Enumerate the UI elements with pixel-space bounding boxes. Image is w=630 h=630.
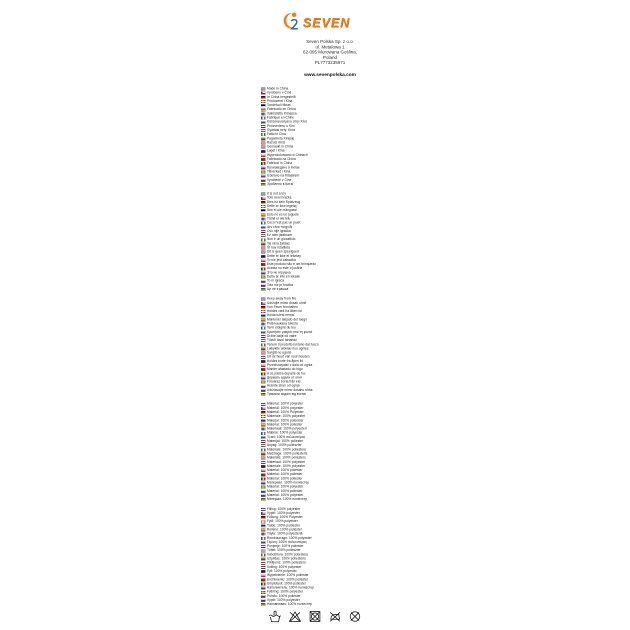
label-line: Imbottitura: 100% poliestere bbox=[261, 553, 411, 557]
label-line: Materiał: 100% poliester bbox=[261, 469, 411, 473]
no-flag-icon bbox=[261, 570, 266, 573]
nl-flag-icon bbox=[261, 356, 266, 359]
label-line: Tenir éloigné du feu bbox=[261, 326, 411, 330]
pt-flag-icon bbox=[261, 263, 266, 266]
care-symbols-row bbox=[0, 609, 630, 624]
address-line: Poland bbox=[322, 54, 338, 60]
lv-flag-icon bbox=[261, 457, 266, 460]
ee-flag-icon bbox=[261, 104, 266, 107]
lv-flag-icon bbox=[261, 142, 266, 145]
gr-flag-icon bbox=[261, 541, 266, 544]
gb-flag-icon bbox=[261, 508, 266, 511]
hu-flag-icon bbox=[261, 129, 266, 132]
label-line: Izdelano na Kitajskem bbox=[261, 174, 411, 178]
label-line: Materjal: 100% polüester bbox=[261, 419, 411, 423]
ee-flag-icon bbox=[261, 314, 266, 317]
address-line: ul. Metalowa 1 bbox=[315, 44, 345, 50]
section-filling bbox=[261, 507, 411, 607]
label-line: Rembourrage: 100% polyester bbox=[261, 536, 411, 540]
si-flag-icon bbox=[261, 595, 266, 598]
label-line: Γέμιση: 100% πολυεστέρας bbox=[261, 540, 411, 544]
lv-flag-icon bbox=[261, 352, 266, 355]
label-line: To nie jest zabawka bbox=[261, 258, 411, 262]
label-line: Fabriqué en Chine bbox=[261, 116, 411, 120]
label-line: Vyrobeno v Číně bbox=[261, 91, 411, 95]
lv-flag-icon bbox=[261, 562, 266, 565]
se-flag-icon bbox=[261, 486, 266, 489]
cz-flag-icon bbox=[261, 92, 266, 95]
label-line: Non è un giocattolo bbox=[261, 238, 411, 242]
company-address-block bbox=[173, 39, 488, 77]
it-flag-icon bbox=[261, 133, 266, 136]
cz-flag-icon bbox=[261, 512, 266, 515]
label-line: Výplň: 100% polyester bbox=[261, 599, 411, 603]
se-flag-icon bbox=[261, 171, 266, 174]
label-line: Proizvedeno u Kini bbox=[261, 124, 411, 128]
label-line: Dette er ikke et leketøy bbox=[261, 254, 411, 258]
label-line: Materiál: 100% polyester bbox=[261, 493, 411, 497]
label-line: Este produto não é um brinquedo bbox=[261, 263, 411, 267]
label-line: Це не іграшка bbox=[261, 287, 411, 291]
address-line: PL7773235971 bbox=[314, 60, 346, 66]
label-line: Material: 100% polyester bbox=[261, 402, 411, 406]
it-flag-icon bbox=[261, 448, 266, 451]
es-flag-icon bbox=[261, 529, 266, 532]
label-line: Detta är inte en leksak bbox=[261, 275, 411, 279]
label-line: Toodetud Hiinas bbox=[261, 104, 411, 108]
label-line: Gyártási hely: Kína bbox=[261, 128, 411, 132]
se-flag-icon bbox=[261, 276, 266, 279]
lt-flag-icon bbox=[261, 558, 266, 561]
nl-flag-icon bbox=[261, 566, 266, 569]
label-line: Material: 100% Polyester bbox=[261, 410, 411, 414]
label-line: Fabricat în China bbox=[261, 162, 411, 166]
label-line: Umplutură: 100% poliester bbox=[261, 582, 411, 586]
dk-flag-icon bbox=[261, 310, 266, 313]
fi-flag-icon bbox=[261, 218, 266, 221]
label-line: Зроблено в Китаї bbox=[261, 182, 411, 186]
pl-flag-icon bbox=[261, 469, 266, 472]
label-line: Täide: 100% polüester bbox=[261, 524, 411, 528]
fi-flag-icon bbox=[261, 428, 266, 431]
label-line: Material: 100% poliéster bbox=[261, 423, 411, 427]
label-line: Töltet: 100% poliészter bbox=[261, 549, 411, 553]
ua-flag-icon bbox=[261, 288, 266, 291]
label-line: Наполнитель: 100% полиэстер bbox=[261, 586, 411, 590]
ro-flag-icon bbox=[261, 267, 266, 270]
de-flag-icon bbox=[261, 411, 266, 414]
de-flag-icon bbox=[261, 306, 266, 309]
label-line: Tenere il prodotto lontano dal fuoco bbox=[261, 343, 411, 347]
hr-flag-icon bbox=[261, 125, 266, 128]
label-line: Täyte: 100% polyesteriä bbox=[261, 532, 411, 536]
ro-flag-icon bbox=[261, 582, 266, 585]
pl-flag-icon bbox=[261, 574, 266, 577]
lt-flag-icon bbox=[261, 453, 266, 456]
sk-flag-icon bbox=[261, 179, 266, 182]
address-line: 62-095 Murowana Goślina, bbox=[302, 49, 358, 55]
label-line: Šī nav rotaļlieta bbox=[261, 246, 411, 250]
it-flag-icon bbox=[261, 343, 266, 346]
es-flag-icon bbox=[261, 424, 266, 427]
sk-flag-icon bbox=[261, 284, 266, 287]
fr-flag-icon bbox=[261, 327, 266, 330]
label-line: Fatto in Cina bbox=[261, 133, 411, 137]
dk-flag-icon bbox=[261, 205, 266, 208]
label-line: Материал: 100% полиэстер bbox=[261, 481, 411, 485]
sk-flag-icon bbox=[261, 494, 266, 497]
hu-flag-icon bbox=[261, 234, 266, 237]
label-line: Polnilo: 100% poliester bbox=[261, 594, 411, 598]
ee-flag-icon bbox=[261, 524, 266, 527]
label-line: Materiāls: 100% poliesters bbox=[261, 456, 411, 460]
hu-flag-icon bbox=[261, 444, 266, 447]
label-line: Tai nėra žaislas bbox=[261, 242, 411, 246]
label-line: Medžiaga: 100% poliesteris bbox=[261, 452, 411, 456]
ee-flag-icon bbox=[261, 419, 266, 422]
seven-logo-icon bbox=[280, 11, 301, 34]
label-line: Valmistettu Kiinassa bbox=[261, 112, 411, 116]
gr-flag-icon bbox=[261, 121, 266, 124]
label-line: In China hergestellt bbox=[261, 95, 411, 99]
es-flag-icon bbox=[261, 318, 266, 321]
label-line: Pidä kaukana tulesta bbox=[261, 322, 411, 326]
gb-flag-icon bbox=[261, 88, 266, 91]
section-not-a-toy bbox=[261, 192, 411, 292]
es-flag-icon bbox=[261, 108, 266, 111]
label-line: Hranite stran od ognja bbox=[261, 384, 411, 388]
do-not-bleach-icon bbox=[288, 609, 302, 624]
se-flag-icon bbox=[261, 591, 266, 594]
cz-flag-icon bbox=[261, 302, 266, 305]
si-flag-icon bbox=[261, 175, 266, 178]
label-line: Laikykite atokiau nuo ugnies bbox=[261, 347, 411, 351]
label-line: Enchimento: 100% poliéster bbox=[261, 578, 411, 582]
label-line: Výplň: 100% polyester bbox=[261, 511, 411, 515]
label-line: Przechowywać z dala od ognia bbox=[261, 364, 411, 368]
pl-flag-icon bbox=[261, 259, 266, 262]
label-line: Punjenje: 100% poliester bbox=[261, 545, 411, 549]
label-line: Тримати подалі від вогню bbox=[261, 393, 411, 397]
fr-flag-icon bbox=[261, 432, 266, 435]
label-line: Tűztől távol tartandó bbox=[261, 339, 411, 343]
label-line: Wyprodukowano w Chinach bbox=[261, 153, 411, 157]
hu-flag-icon bbox=[261, 339, 266, 342]
do-not-dry-clean-icon bbox=[348, 609, 362, 624]
label-line: Anyag: 100% poliészter bbox=[261, 444, 411, 448]
do-not-tumble-dry-icon bbox=[308, 609, 322, 624]
label-line: Dette er ikke legetøj bbox=[261, 205, 411, 209]
hu-flag-icon bbox=[261, 549, 266, 552]
label-line: Držite dalje od vatre bbox=[261, 334, 411, 338]
cz-flag-icon bbox=[261, 197, 266, 200]
ua-flag-icon bbox=[261, 393, 266, 396]
label-line: See ei ole mänguasi bbox=[261, 209, 411, 213]
label-line: Made in China bbox=[261, 87, 411, 91]
ua-flag-icon bbox=[261, 183, 266, 186]
it-flag-icon bbox=[261, 553, 266, 556]
hr-flag-icon bbox=[261, 440, 266, 443]
label-line: Vyrobené v Číne bbox=[261, 178, 411, 182]
label-line: Produceret i Kina bbox=[261, 99, 411, 103]
address-line: Seven Polska Sp. z o.o. bbox=[306, 39, 354, 44]
sk-flag-icon bbox=[261, 389, 266, 392]
multilingual-label-lists bbox=[261, 87, 411, 612]
fi-flag-icon bbox=[261, 533, 266, 536]
label-line: Hoida tulest eemal bbox=[261, 314, 411, 318]
label-line: Udržiavajte mimo dosahu ohňa bbox=[261, 388, 411, 392]
label-line: Vulling: 100% polyester bbox=[261, 565, 411, 569]
de-flag-icon bbox=[261, 96, 266, 99]
de-flag-icon bbox=[261, 201, 266, 204]
label-line: Material: 100% poliester bbox=[261, 489, 411, 493]
hr-flag-icon bbox=[261, 335, 266, 338]
gb-flag-icon bbox=[261, 403, 266, 406]
ee-flag-icon bbox=[261, 209, 266, 212]
do-not-iron-icon bbox=[328, 609, 342, 624]
ua-flag-icon bbox=[261, 498, 266, 501]
fi-flag-icon bbox=[261, 323, 266, 326]
label-line: Ovo nije igračka bbox=[261, 229, 411, 233]
si-flag-icon bbox=[261, 280, 266, 283]
label-line: Ražots Ķīnā bbox=[261, 141, 411, 145]
label-line: Relleno: 100% poliéster bbox=[261, 528, 411, 532]
de-flag-icon bbox=[261, 516, 266, 519]
gr-flag-icon bbox=[261, 331, 266, 334]
pt-flag-icon bbox=[261, 473, 266, 476]
hr-flag-icon bbox=[261, 545, 266, 548]
label-line: Ez nem játékszer bbox=[261, 234, 411, 238]
pt-flag-icon bbox=[261, 578, 266, 581]
si-flag-icon bbox=[261, 490, 266, 493]
label-line: It is not a toy bbox=[261, 192, 411, 196]
sk-flag-icon bbox=[261, 599, 266, 602]
label-line: Materiale: 100% polyester bbox=[261, 464, 411, 468]
no-flag-icon bbox=[261, 255, 266, 258]
fr-flag-icon bbox=[261, 222, 266, 225]
label-line: Esto no es un juguete bbox=[261, 213, 411, 217]
fi-flag-icon bbox=[261, 112, 266, 115]
label-line: Κρατήστε μακριά από τη φωτιά bbox=[261, 330, 411, 334]
section-keep-away-from-fire bbox=[261, 297, 411, 397]
ro-flag-icon bbox=[261, 477, 266, 480]
gr-flag-icon bbox=[261, 436, 266, 439]
label-line: Laget i Kina bbox=[261, 149, 411, 153]
label-line: Pagaminta Kinijoje bbox=[261, 137, 411, 141]
ru-flag-icon bbox=[261, 482, 266, 485]
label-line: Это не игрушка bbox=[261, 271, 411, 275]
label-line: Užpildas: 100% poliesteris bbox=[261, 557, 411, 561]
label-line: Κατασκευασμένο στην Κίνα bbox=[261, 120, 411, 124]
label-line: Fabricado en China bbox=[261, 108, 411, 112]
label-line: A se păstra departe de foc bbox=[261, 372, 411, 376]
lv-flag-icon bbox=[261, 247, 266, 250]
label-line: Toto nie je hračka bbox=[261, 283, 411, 287]
label-line: Wypełnienie: 100% poliester bbox=[261, 574, 411, 578]
brand-wordmark: SEVEN bbox=[302, 15, 351, 30]
no-flag-icon bbox=[261, 465, 266, 468]
nl-flag-icon bbox=[261, 461, 266, 464]
label-line: Filling: 100% polyester bbox=[261, 507, 411, 511]
label-line: Holdes væk fra åben ild bbox=[261, 310, 411, 314]
se-flag-icon bbox=[261, 381, 266, 384]
dk-flag-icon bbox=[261, 415, 266, 418]
it-flag-icon bbox=[261, 238, 266, 241]
nl-flag-icon bbox=[261, 146, 266, 149]
es-flag-icon bbox=[261, 213, 266, 216]
label-line: Materiale: 100% poliestere bbox=[261, 448, 411, 452]
label-line: Materiaali: 100% polyesteri bbox=[261, 427, 411, 431]
gb-flag-icon bbox=[261, 193, 266, 196]
pt-flag-icon bbox=[261, 158, 266, 161]
label-line: Pildījums: 100% poliesters bbox=[261, 561, 411, 565]
label-line: Füllung: 100% Polyester bbox=[261, 516, 411, 520]
gb-flag-icon bbox=[261, 298, 266, 301]
label-line: Fyllning: 100% polyester bbox=[261, 590, 411, 594]
label-line: Матеріал: 100% поліестер bbox=[261, 498, 411, 502]
label-line: Förvaras borta från eld bbox=[261, 380, 411, 384]
ru-flag-icon bbox=[261, 166, 266, 169]
label-line: Fabricado na China bbox=[261, 158, 411, 162]
section-made-in-china bbox=[261, 87, 411, 187]
label-line: Dit is geen speelgoed bbox=[261, 250, 411, 254]
label-line: Materiale: 100% polyester bbox=[261, 415, 411, 419]
pt-flag-icon bbox=[261, 368, 266, 371]
label-line: Fyll: 100% polyester bbox=[261, 569, 411, 573]
label-line: To ni igrača bbox=[261, 279, 411, 283]
label-line: Δεν είναι παιχνίδι bbox=[261, 225, 411, 229]
ru-flag-icon bbox=[261, 587, 266, 590]
ro-flag-icon bbox=[261, 162, 266, 165]
label-line: Fyld: 100% polyester bbox=[261, 520, 411, 524]
label-line: Toto není hračka bbox=[261, 196, 411, 200]
label-line: Material: 100% poliester bbox=[261, 477, 411, 481]
dk-flag-icon bbox=[261, 520, 266, 523]
label-line: Tämä ei ole lelu bbox=[261, 217, 411, 221]
no-flag-icon bbox=[261, 360, 266, 363]
label-line: Держать вдали от огня bbox=[261, 376, 411, 380]
label-line: Holdes borte fra åpen ild bbox=[261, 359, 411, 363]
label-line: Наповнювач: 100% поліестер bbox=[261, 603, 411, 607]
dk-flag-icon bbox=[261, 100, 266, 103]
lt-flag-icon bbox=[261, 137, 266, 140]
brand-logo bbox=[0, 11, 630, 34]
label-line: Uit de buurt van vuur houden bbox=[261, 355, 411, 359]
label-line: Υλικό: 100% πολυεστέρας bbox=[261, 435, 411, 439]
label-line: Ceci n'est pas un jouet bbox=[261, 221, 411, 225]
label-line: Matière: 100% polyester bbox=[261, 431, 411, 435]
section-material bbox=[261, 402, 411, 502]
label-line: Acesta nu este o jucărie bbox=[261, 267, 411, 271]
ru-flag-icon bbox=[261, 271, 266, 274]
lt-flag-icon bbox=[261, 347, 266, 350]
label-line: Keep away from fire bbox=[261, 297, 411, 301]
hand-wash-icon bbox=[268, 609, 282, 624]
label-line: Mantener alejado del fuego bbox=[261, 318, 411, 322]
fr-flag-icon bbox=[261, 537, 266, 540]
no-flag-icon bbox=[261, 150, 266, 153]
lt-flag-icon bbox=[261, 242, 266, 245]
pl-flag-icon bbox=[261, 364, 266, 367]
label-line: Materiál: 100% polyester bbox=[261, 406, 411, 410]
address-lines bbox=[173, 39, 488, 65]
gr-flag-icon bbox=[261, 226, 266, 229]
label-line: Materiaal: 100% polyester bbox=[261, 460, 411, 464]
label-line: Произведено в Китае bbox=[261, 166, 411, 170]
label-line: Material: 100% polyester bbox=[261, 485, 411, 489]
nl-flag-icon bbox=[261, 251, 266, 254]
label-line: Dies ist kein Spielzeug bbox=[261, 200, 411, 204]
si-flag-icon bbox=[261, 385, 266, 388]
hr-flag-icon bbox=[261, 230, 266, 233]
label-line: Von Feuer fernhalten bbox=[261, 305, 411, 309]
label-line: Manter afastado do fogo bbox=[261, 368, 411, 372]
label-line: Tillverkad i Kina bbox=[261, 170, 411, 174]
ua-flag-icon bbox=[261, 603, 266, 606]
cz-flag-icon bbox=[261, 407, 266, 410]
ru-flag-icon bbox=[261, 377, 266, 380]
label-line: Material: 100% poliéster bbox=[261, 473, 411, 477]
fr-flag-icon bbox=[261, 117, 266, 120]
website-url: www.sevenpolska.com bbox=[304, 71, 356, 78]
label-line: Gemaakt in China bbox=[261, 145, 411, 149]
label-line: Sargāt no uguns bbox=[261, 351, 411, 355]
ro-flag-icon bbox=[261, 372, 266, 375]
pl-flag-icon bbox=[261, 154, 266, 157]
label-line: Udržujte mimo dosah ohně bbox=[261, 301, 411, 305]
label-line: Materijal: 100% poliester bbox=[261, 440, 411, 444]
